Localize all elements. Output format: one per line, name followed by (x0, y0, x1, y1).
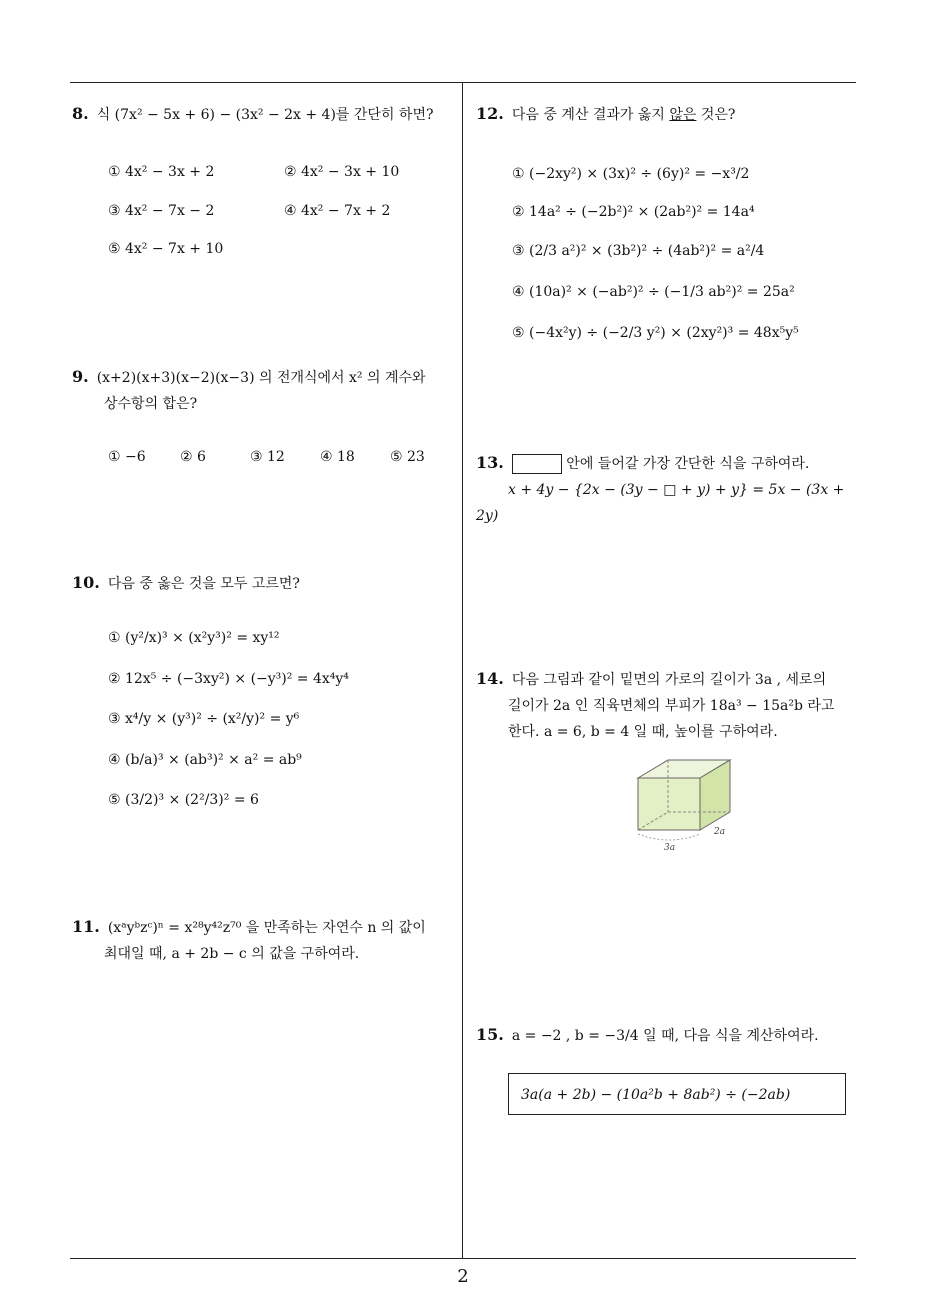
width-label: 3a (664, 843, 676, 853)
question-text-line2: 상수항의 합은? (104, 396, 198, 412)
q12-option-3[interactable]: ③ (2/3 a²)² × (3b²)² ÷ (4ab²)² = a²/4 (512, 243, 765, 259)
question-number: 8. (72, 104, 89, 123)
q9-option-1[interactable]: ① −6 (108, 449, 146, 465)
question-text: 식 (7x² − 5x + 6) − (3x² − 2x + 4)를 간단히 하면? (96, 107, 434, 123)
question-number: 12. (476, 104, 504, 123)
q10-option-1[interactable]: ① (y²/x)³ × (x²y³)² = xy¹² (108, 630, 280, 646)
q12-option-5[interactable]: ⑤ (−4x²y) ÷ (−2/3 y²) × (2xy²)³ = 48x⁵y⁵ (512, 325, 799, 341)
question-text-line1: (xᵃyᵇzᶜ)ⁿ = x²⁸y⁴²z⁷⁰ 을 만족하는 자연수 n 의 값이 (107, 920, 426, 936)
depth-label: 2a (714, 827, 726, 837)
question-text-line3: 한다. a = 6, b = 4 일 때, 높이를 구하여라. (508, 724, 778, 740)
question-10 (72, 570, 457, 597)
question-number: 9. (72, 367, 89, 386)
q8-option-3[interactable]: ③ 4x² − 7x − 2 (108, 203, 215, 219)
question-text: 안에 들어갈 가장 간단한 식을 구하여라. (566, 456, 810, 472)
question-15 (476, 1022, 856, 1049)
q8-option-1[interactable]: ① 4x² − 3x + 2 (108, 164, 215, 180)
q9-option-5[interactable]: ⑤ 23 (390, 449, 425, 465)
question-8 (72, 101, 457, 128)
question-9 (72, 364, 457, 417)
q9-option-3[interactable]: ③ 12 (250, 449, 285, 465)
question-text-pre: 다음 중 계산 결과가 옳지 (511, 107, 670, 123)
q10-option-2[interactable]: ② 12x⁵ ÷ (−3xy²) × (−y³)² = 4x⁴y⁴ (108, 671, 349, 687)
question-text: 다음 중 옳은 것을 모두 고르면? (107, 576, 300, 592)
cuboid-figure (630, 758, 740, 854)
question-number: 15. (476, 1025, 504, 1044)
top-rule (70, 82, 856, 83)
question-number: 10. (72, 573, 100, 592)
cuboid-front-face (638, 778, 700, 830)
question-11 (72, 914, 457, 967)
width-brace (638, 834, 700, 840)
answer-blank-box (512, 454, 562, 474)
question-expression: x + 4y − {2x − (3y − □ + y) + y} = 5x − (3x + 2y) (476, 482, 845, 524)
question-12 (476, 101, 856, 128)
question-13 (476, 450, 856, 529)
q12-option-1[interactable]: ① (−2xy²) × (3x)² ÷ (6y)² = −x³/2 (512, 166, 750, 182)
q8-option-5[interactable]: ⑤ 4x² − 7x + 10 (108, 241, 224, 257)
bottom-rule (70, 1258, 856, 1259)
column-divider (462, 82, 463, 1258)
question-text-line2: 길이가 2a 인 직육면체의 부피가 18a³ − 15a²b 라고 (508, 698, 835, 714)
q9-option-4[interactable]: ④ 18 (320, 449, 355, 465)
question-text-underlined: 않은 (669, 107, 697, 123)
question-text-post: 것은? (696, 107, 736, 123)
q10-option-4[interactable]: ④ (b/a)³ × (ab³)² × a² = ab⁹ (108, 752, 302, 768)
q9-option-2[interactable]: ② 6 (180, 449, 206, 465)
question-number: 13. (476, 453, 504, 472)
q10-option-5[interactable]: ⑤ (3/2)³ × (2²/3)² = 6 (108, 792, 259, 808)
q8-option-2[interactable]: ② 4x² − 3x + 10 (284, 164, 400, 180)
expression-box: 3a(a + 2b) − (10a²b + 8ab²) ÷ (−2ab) (508, 1073, 846, 1115)
question-text-line1: 다음 그림과 같이 밑면의 가로의 길이가 3a , 세로의 (511, 672, 827, 688)
page-number: 2 (457, 1266, 469, 1287)
q12-option-4[interactable]: ④ (10a)² × (−ab²)² ÷ (−1/3 ab²)² = 25a² (512, 284, 795, 300)
question-text-line2: 최대일 때, a + 2b − c 의 값을 구하여라. (104, 946, 360, 962)
question-number: 14. (476, 669, 504, 688)
q8-option-4[interactable]: ④ 4x² − 7x + 2 (284, 203, 391, 219)
question-text: a = −2 , b = −3/4 일 때, 다음 식을 계산하여라. (511, 1028, 819, 1044)
q12-option-2[interactable]: ② 14a² ÷ (−2b²)² × (2ab²)² = 14a⁴ (512, 204, 755, 220)
question-14 (476, 666, 861, 745)
question-text-line1: (x+2)(x+3)(x−2)(x−3) 의 전개식에서 x² 의 계수와 (96, 370, 426, 386)
question-number: 11. (72, 917, 100, 936)
q10-option-3[interactable]: ③ x⁴/y × (y³)² ÷ (x²/y)² = y⁶ (108, 711, 300, 727)
